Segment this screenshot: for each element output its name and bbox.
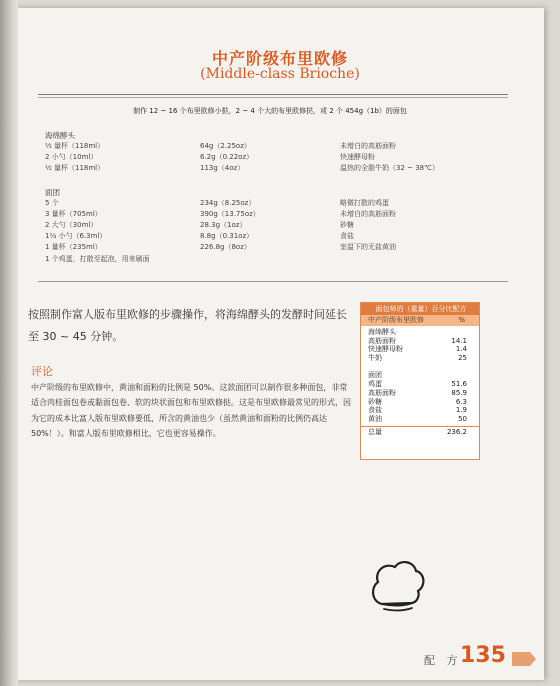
- row-name: 食盐: [368, 406, 382, 415]
- percentage-row: [361, 345, 479, 354]
- row-value: 51.6: [451, 380, 467, 389]
- row-value: 50: [458, 414, 467, 423]
- recipe-title-english: (Middle-class Brioche): [200, 66, 360, 82]
- measure: 2 小勺（10ml）: [45, 153, 98, 162]
- ingredients-divider: [38, 281, 508, 282]
- percentage-row: [361, 415, 479, 424]
- total-value: 236.2: [446, 427, 467, 436]
- row-value: 6.3: [455, 397, 467, 406]
- comment-heading: 评论: [31, 365, 53, 378]
- recipe-yield: 制作 12 ~ 16 个布里欧修小挞，2 ~ 4 个大的布里欧修挞，或 2 个 454g（1b）的面包: [133, 107, 407, 115]
- section-folio: 配 方: [424, 654, 462, 667]
- ingredient: 略微打散的鸡蛋: [340, 198, 389, 207]
- ingredient: 快速酵母粉: [340, 153, 375, 162]
- ingredient-row: [45, 231, 505, 242]
- weight: 64g（2.25oz）: [200, 142, 251, 150]
- percentage-row: [361, 371, 479, 380]
- percentage-row: [361, 398, 479, 407]
- row-name: 牛奶: [368, 354, 382, 363]
- box-title: 面包师的（重量）百分比配方: [361, 303, 479, 315]
- title-divider-thin: [38, 97, 508, 98]
- ingredient-row: [45, 198, 505, 209]
- ingredient-row: [45, 220, 505, 231]
- ingredient: 食盐: [340, 232, 354, 241]
- ingredient-list: [45, 130, 505, 265]
- row-name: 砂糖: [368, 397, 382, 406]
- measure: 1 量杯（235ml）: [45, 243, 102, 252]
- egg-wash-row: [45, 254, 505, 265]
- row-name: 黄油: [368, 414, 382, 423]
- measure: 2 大勺（30ml）: [45, 220, 98, 229]
- measure: 5 个: [45, 198, 59, 207]
- row-name: 快速酵母粉: [368, 345, 403, 354]
- row-value: 1.4: [455, 345, 467, 354]
- row-value: 14.1: [451, 336, 467, 345]
- ingredient-row: [45, 163, 505, 174]
- row-value: 85.9: [451, 388, 467, 397]
- measure: 1¹⁄₄ 小勺（6.3ml）: [45, 232, 107, 241]
- row-value: 25: [458, 354, 467, 363]
- ingredient: 未增白的高筋面粉: [340, 209, 396, 218]
- ingredient-row: [45, 209, 505, 220]
- dough-heading: 面团: [45, 187, 60, 197]
- total-label: 总量: [368, 427, 382, 436]
- percentage-total-row: [361, 426, 479, 437]
- title-divider: [38, 94, 508, 95]
- ingredient: 室温下的无盐黄油: [340, 243, 396, 252]
- weight: 28.3g（1oz）: [200, 220, 247, 229]
- book-spine: [0, 0, 18, 686]
- box-recipe-name: 中产阶级布里欧修: [368, 316, 424, 324]
- percentage-row: [361, 406, 479, 415]
- measure: ¹⁄₂ 量杯（118ml）: [45, 164, 105, 173]
- row-name: 鸡蛋: [368, 380, 382, 389]
- weight: 113g（4oz）: [200, 164, 245, 173]
- method-intro: 按照制作富人版布里欧修的步骤操作，将海绵酵头的发酵时间延长至 30 ~ 45 分钟。: [28, 308, 347, 343]
- row-name: 高筋面粉: [368, 388, 396, 397]
- measure: ¹⁄₂ 量杯（118ml）: [45, 142, 105, 150]
- egg-wash: 1 个鸡蛋，打散至起泡，用来刷面: [45, 254, 150, 263]
- box-subheader: [361, 315, 479, 326]
- row-name: 面团: [368, 371, 382, 380]
- recipe-title: 中产阶级布里欧修: [211, 49, 348, 68]
- ingredient: 未增白的高筋面粉: [340, 142, 396, 150]
- percentage-row: [361, 328, 479, 337]
- percentage-row: [361, 354, 479, 363]
- box-unit: %: [458, 316, 465, 324]
- chef-hat-icon: [368, 558, 426, 614]
- ingredient-row: [45, 141, 505, 152]
- ingredient: 温热的全脂牛奶（32 ~ 38℃）: [340, 164, 439, 173]
- percentage-row: [361, 380, 479, 389]
- weight: 226.8g（8oz）: [200, 243, 251, 252]
- row-value: 1.9: [455, 406, 467, 415]
- page-number: 135: [460, 643, 506, 668]
- percentage-row: [361, 389, 479, 398]
- ingredient-row: [45, 242, 505, 253]
- row-name: 海绵酵头: [368, 328, 396, 336]
- ingredient: 砂糖: [340, 220, 354, 229]
- sponge-heading: 海绵酵头: [45, 131, 75, 140]
- weight: 234g（8.25oz）: [200, 198, 256, 207]
- bakers-percentage-box: [360, 302, 480, 460]
- weight: 6.2g（0.22oz）: [200, 153, 254, 162]
- row-name: 高筋面粉: [368, 336, 396, 345]
- ingredient-row: [45, 152, 505, 163]
- weight: 390g（13.75oz）: [200, 209, 260, 218]
- measure: 3 量杯（705ml）: [45, 209, 102, 218]
- page-tab-decoration: [512, 652, 536, 666]
- comment-text: 中产阶级的布里欧修中，黄油和面粉的比例是 50%。这款面团可以制作很多种面包，非常适合肉桂面包卷或黏面包卷、软的块状面包和布里欧修挞。这是布里欧修最常见的形式，因为它的成本比富人版布里欧修要低，所含的黄油也少（虽然黄油和面粉的比例仍高达 50%！）。和富人版布里欧修相比，它也更容易操作。: [31, 383, 351, 438]
- weight: 8.8g（0.31oz）: [200, 232, 254, 241]
